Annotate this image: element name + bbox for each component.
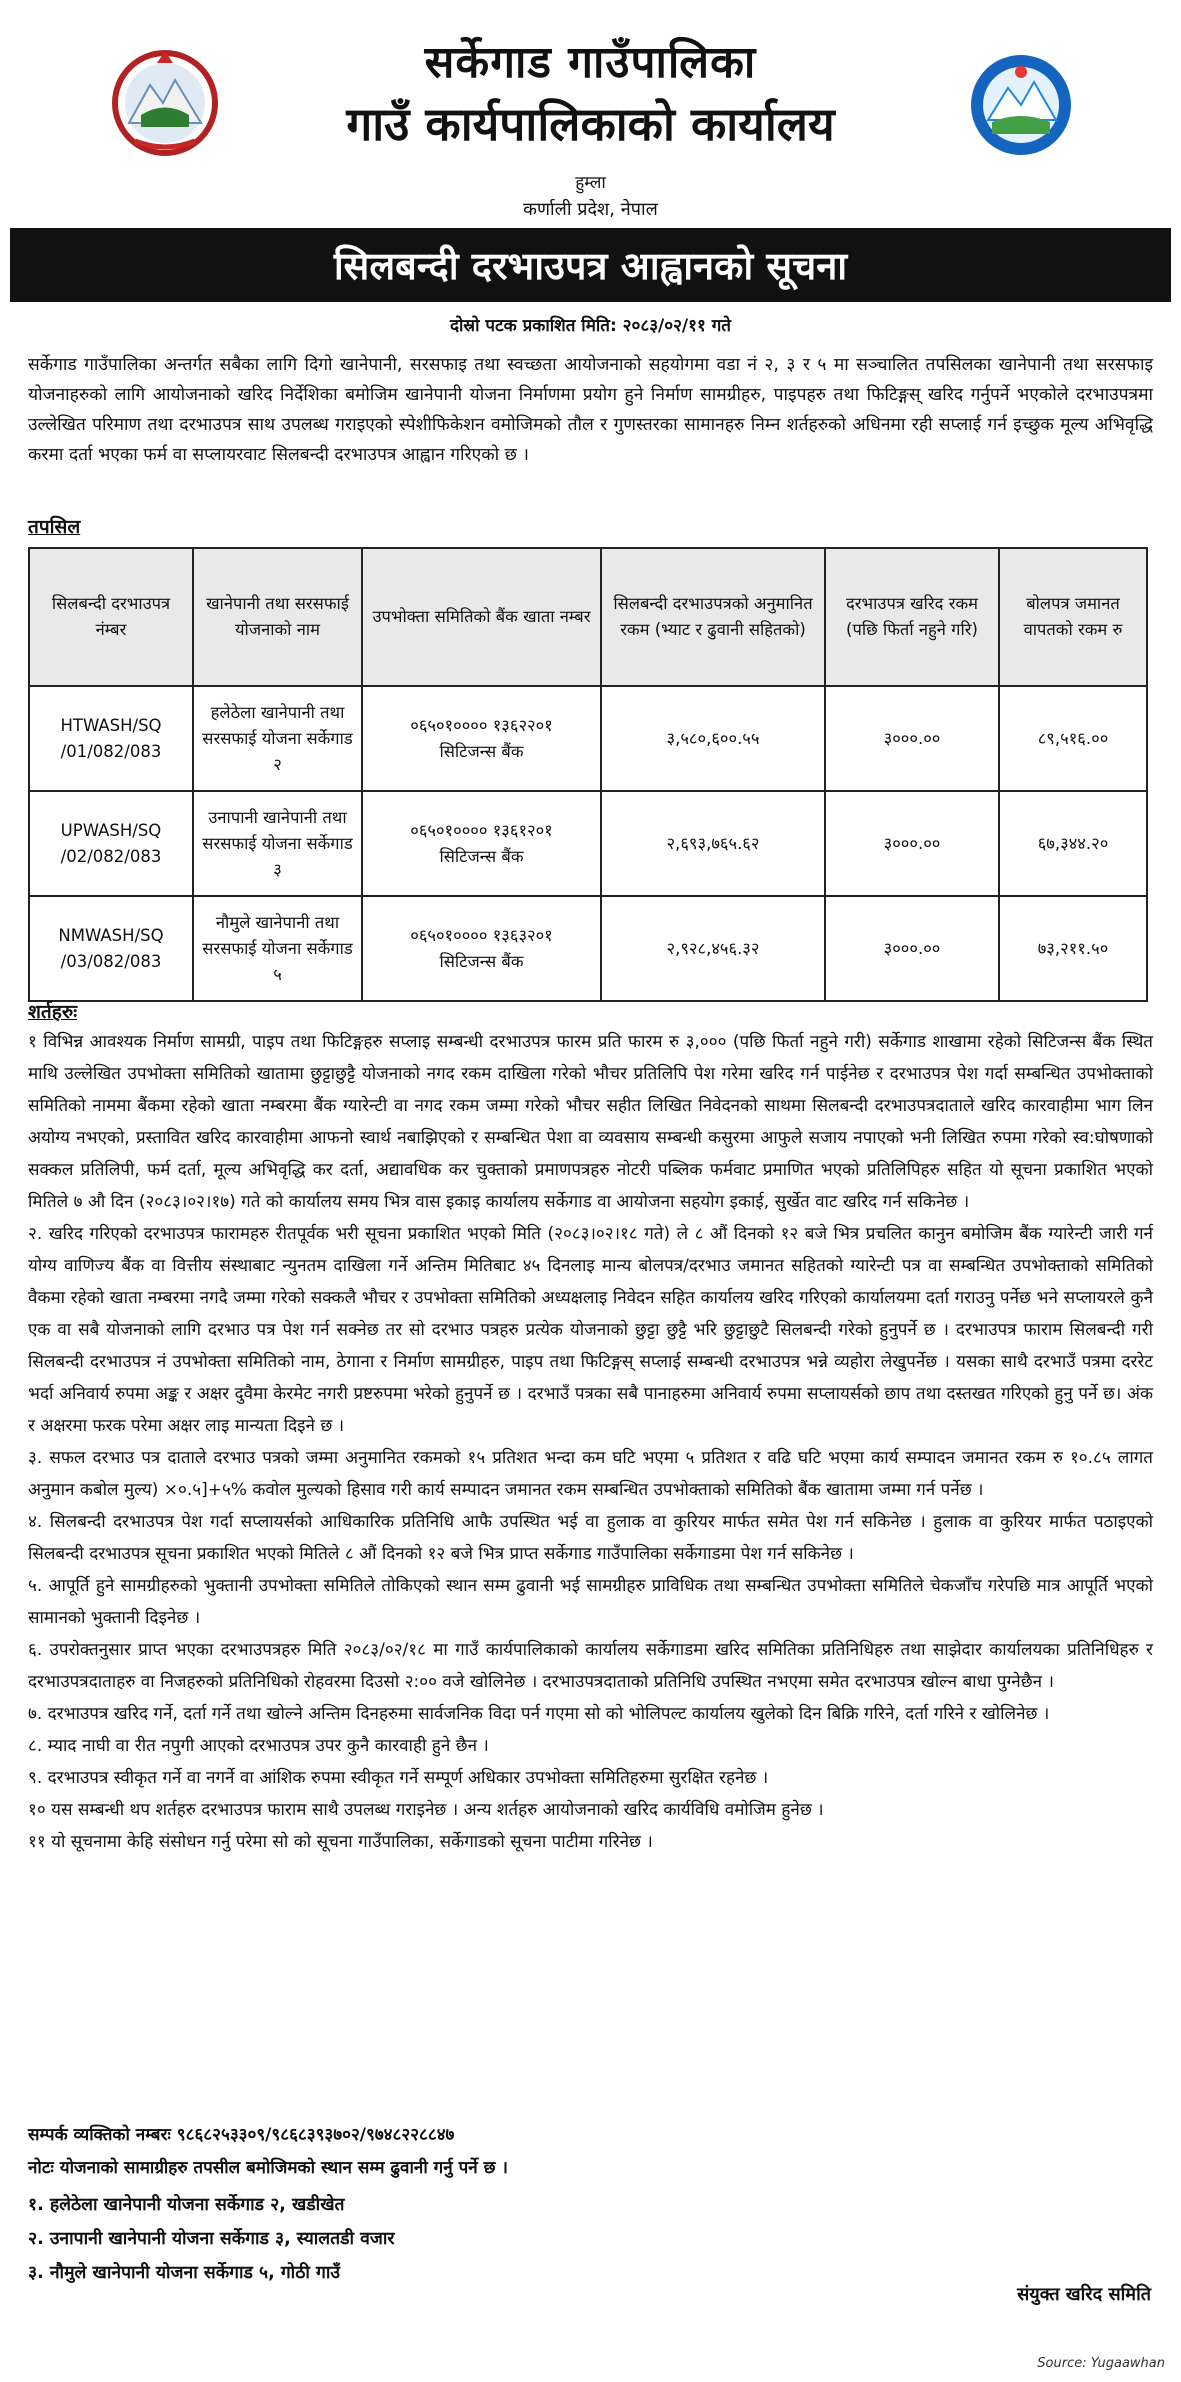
bank-account: ०६५०१०००० १३६३२०१ सिटिजन्स बैंक: [362, 896, 601, 1001]
terms-list: [28, 1026, 1153, 1858]
project-name: उनापानी खानेपानी तथा सरसफाई योजना सर्केगाड ३: [193, 791, 362, 896]
project-name: नौमुले खानेपानी तथा सरसफाई योजना सर्केगाड ५: [193, 896, 362, 1001]
bid-number: NMWASH/SQ /03/082/083: [29, 896, 193, 1001]
term-item: २. खरिद गरिएको दरभाउपत्र फारामहरु रीतपूर्वक भरी सूचना प्रकाशित भएको मिति (२०८३।०२।१८ गते) ले ८ औं दिनको १२ बजे भित्र प्रचलित कानुन बमोजिम बैंक ग्यारेन्टी जारी गर्न योग्य वाणिज्य बैंक वा वित्तीय संस्थाबाट न्युनतम दाखिला गर्ने अन्तिम मितिबाट ४५ दिनलाइ मान्य बोलपत्र/दरभाउ जमानत सहितको ग्यारेन्टी पत्र वा सम्बन्धित उपभोक्ताको समितिको वैकमा रहेको खाता नम्बरमा नगदै जम्मा गरेको सक्कलै भौचर र उपभोक्ता समितिको अध्यक्षलाइ निवेदन सहित कार्यालय खरिद गरिएको कार्यालयमा दर्ता गराउनु पर्नेछ भने सप्लायरले कुनै एक वा सबै योजनाको लागि दरभाउ पत्र पेश गर्न सक्नेछ तर सो दरभाउ पत्रहरु प्रत्येक योजनाको छुट्टा छुट्टै भरि छुट्टाछुटै सिलबन्दी गरेको हुनुपर्ने छ । दरभाउपत्र फाराम सिलबन्दी गरी सिलबन्दी दरभाउपत्र नं उपभोक्ता समितिको नाम, ठेगाना र निर्माण सामग्रीहरु, पाइप तथा फिटिङ्गस् सप्लाई सम्बन्धी दरभाउपत्र भन्ने व्यहोरा लेखुपर्नेछ । यसका साथै दरभाउँ पत्रमा दररेट भर्दा अनिवार्य रुपमा अङ्क र अक्षर दुवैमा केरमेट नगरी प्रष्टरुपमा भरेको हुनुपर्ने छ । दरभाउँ पत्रका सबै पानाहरुमा अनिवार्य रुपमा सप्लायर्सको छाप तथा दस्तखत गरिएको हुनु पर्ने छ। अंक र अक्षरमा फरक परेमा अक्षर लाइ मान्यता दिइने छ ।: [28, 1224, 1153, 1436]
contact-numbers: सम्पर्क व्यक्तिको नम्बरः ९८६८२५३३०९/९८६८३९३७०२/९७४८२२८८४७: [28, 2125, 455, 2145]
estimate-amount: ३,५८०,६००.५५: [601, 686, 825, 791]
table-row: [29, 686, 1147, 791]
term-item: ८. म्याद नाघी वा रीत नपुगी आएको दरभाउपत्र उपर कुनै कारवाही हुने छैन ।: [28, 1736, 489, 1756]
bid-table: [28, 547, 1148, 1002]
security-amount: ८९,५१६.००: [999, 686, 1147, 791]
col-header-fee: दरभाउपत्र खरिद रकम (पछि फिर्ता नहुने गरि): [825, 548, 999, 686]
notice-title-banner: सिलबन्दी दरभाउपत्र आह्वानको सूचना: [10, 228, 1171, 302]
table-row: [29, 896, 1147, 1001]
term-item: १ विभिन्न आवश्यक निर्माण सामग्री, पाइप तथा फिटिङ्गहरु सप्लाइ सम्बन्धी दरभाउपत्र फारम प्रति फारम रु ३,००० (पछि फिर्ता नहुने गरी) सर्केगाड शाखामा रहेको सिटिजन्स बैंक स्थित माथि उल्लेखित उपभोक्ता समितिको खातामा छुट्टाछुट्टै योजनाको नगद रकम दाखिला गरेको भौचर प्रतिलिपि पेश गरेमा खरिद गर्न पाईनेछ र दरभाउपत्र पेश गर्दा सम्बन्धित उपभोक्ताको समितिको नाममा बैंकमा रहेको खाता नम्बरमा बैंक ग्यारेन्टी वा नगद रकम जम्मा गरेको भौचर सहीत लिखित निवेदनको साथमा सिलबन्दी दरभाउपत्रदाताले खरिद कारवाहीमा भाग लिन अयोग्य नभएको, प्रस्तावित खरिद कारवाहीमा आफनो स्वार्थ नबाझिएको र सम्बन्धित पेशा वा व्यवसाय सम्बन्धी कसुरमा आफुले सजाय नपाएको भनी लिखित रुपमा गरेको स्व:घोषणाको सक्कल प्रतिलिपी, फर्म दर्ता, मूल्य अभिवृद्धि कर दर्ता, अद्यावधिक कर चुक्ताको प्रमाणपत्रहरु नोटरी पब्लिक फर्मवाट प्रमाणित भएको प्रतिलिपिहरु सहित यो सूचना प्रकाशित भएको मितिले ७ औ दिन (२०८३।०२।१७) गते को कार्यालय समय भित्र वास इकाइ कार्यालय सर्केगाड वा आयोजना सहयोग इकाई, सुर्खेत वाट खरिद गर्न सकिनेछ ।: [28, 1032, 1153, 1212]
table-header-row: [29, 548, 1147, 686]
col-header-project-name: खानेपानी तथा सरसफाई योजनाको नाम: [193, 548, 362, 686]
signature: संयुक्त खरिद समिति: [1017, 2284, 1151, 2305]
term-item: ७. दरभाउपत्र खरिद गर्ने, दर्ता गर्ने तथा खोल्ने अन्तिम दिनहरुमा सार्वजनिक विदा पर्न गएमा सो को भोलिपल्ट कार्यालय खुलेको दिन बिक्रि गरिने, दर्ता गरिने र खोलिनेछ ।: [28, 1704, 1050, 1724]
delivery-places: [28, 2188, 395, 2290]
municipality-logo-icon: [966, 50, 1076, 160]
term-item: ११ यो सूचनामा केहि संसोधन गर्नु परेमा सो को सूचना गाउँपालिका, सर्केगाडको सूचना पाटीमा गरिनेछ ।: [28, 1832, 653, 1852]
fee-amount: ३०००.००: [825, 896, 999, 1001]
fee-amount: ३०००.००: [825, 791, 999, 896]
bid-number: HTWASH/SQ /01/082/083: [29, 686, 193, 791]
col-header-bank-account: उपभोक्ता समितिको बैंक खाता नम्बर: [362, 548, 601, 686]
municipality-name: सर्केगाड गाउँपालिका: [424, 37, 757, 88]
term-item: ५. आपूर्ति हुने सामग्रीहरुको भुक्तानी उपभोक्ता समितिले तोकिएको स्थान सम्म ढुवानी भई सामग्रीहरु प्राविधिक तथा सम्बन्धित उपभोक्ता समितिले चेकजाँच गरेपछि मात्र आपूर्ति भएको सामानको भुक्तानी दिइनेछ ।: [28, 1576, 1153, 1628]
list-item: ३. नौमुले खानेपानी योजना सर्केगाड ५, गोठी गाउँ: [28, 2263, 340, 2283]
delivery-note: नोटः योजनाको सामाग्रीहरु तपसील बमोजिमको स्थान सम्म ढुवानी गर्नु पर्ने छ ।: [28, 2158, 508, 2178]
list-item: २. उनापानी खानेपानी योजना सर्केगाड ३, स्यालतडी वजार: [28, 2229, 395, 2249]
bid-number: UPWASH/SQ /02/082/083: [29, 791, 193, 896]
security-amount: ६७,३४४.२०: [999, 791, 1147, 896]
col-header-estimate: सिलबन्दी दरभाउपत्रको अनुमानित रकम (भ्याट र ढुवानी सहितको): [601, 548, 825, 686]
term-item: ६. उपरोक्तनुसार प्राप्त भएका दरभाउपत्रहरु मिति २०८३/०२/१८ मा गाउँ कार्यपालिकाको कार्यालय सर्केगाडमा खरिद समितिका प्रतिनिधिहरु तथा साझेदार कार्यालयका प्रतिनिधिहरु र दरभाउपत्रदाताहरु वा निजहरुको प्रतिनिधिको रोहवरमा दिउसो २:०० वजे खोलिनेछ । दरभाउपत्रदाताको प्रतिनिधि उपस्थित नभएमा समेत दरभाउपत्र खोल्न बाधा पुग्नेछैन ।: [28, 1640, 1153, 1692]
location: हुम्ला: [575, 173, 606, 193]
estimate-amount: २,६९३,७६५.६२: [601, 791, 825, 896]
col-header-security: बोलपत्र जमानत वापतको रकम रु: [999, 548, 1147, 686]
office-name: गाउँ कार्यपालिकाको कार्यालय: [346, 97, 835, 151]
table-row: [29, 791, 1147, 896]
estimate-amount: २,९२८,४५६.३२: [601, 896, 825, 1001]
list-item: १. हलेठेला खानेपानी योजना सर्केगाड २, खडीखेत: [28, 2195, 345, 2215]
term-item: १० यस सम्बन्धी थप शर्तहरु दरभाउपत्र फाराम साथै उपलब्ध गराइनेछ । अन्य शर्तहरु आयोजनाको खरिद कार्यविधि वमोजिम हुनेछ ।: [28, 1800, 824, 1820]
col-header-bid-number: सिलबन्दी दरभाउपत्र नंम्बर: [29, 548, 193, 686]
fee-amount: ३०००.००: [825, 686, 999, 791]
intro-paragraph: सर्केगाड गाउँपालिका अन्तर्गत सबैका लागि दिगो खानेपानी, सरसफाइ तथा स्वच्छता आयोजनाको सहयोगमा वडा नं २, ३ र ५ मा सञ्चालित तपसिलका खानेपानी तथा सरसफाइ योजनाहरुको लागि आयोजनाको खरिद निर्देशिका बमोजिम खानेपानी योजना निर्माणमा प्रयोग हुने निर्माण सामग्रीहरु, पाइपहरु तथा फिटिङ्गस् खरिद गर्नुपर्ने भएकोले दरभाउपत्रमा उल्लेखित परिमाण तथा दरभाउपत्र साथ उपलब्ध गराइएको स्पेशीफिकेशन वमोजिमको तौल र गुणस्तरका सामानहरु निम्न शर्तहरुको अधिनमा रही सप्लाई गर्न इच्छुक मूल्य अभिवृद्धि करमा दर्ता भएका फर्म वा सप्लायरवाट सिलबन्दी दरभाउपत्र आह्वान गरिएको छ ।: [28, 355, 1153, 465]
bank-account: ०६५०१०००० १३६२२०१ सिटिजन्स बैंक: [362, 686, 601, 791]
province: कर्णाली प्रदेश, नेपाल: [523, 199, 658, 220]
tapsil-heading: तपसिल: [28, 516, 81, 538]
source-credit: Source: Yugaawhan: [1037, 2356, 1165, 2371]
term-item: ९. दरभाउपत्र स्वीकृत गर्ने वा नगर्ने वा आंशिक रुपमा स्वीकृत गर्ने सम्पूर्ण अधिकार उपभोक्ता समितिहरुमा सुरक्षित रहनेछ ।: [28, 1768, 769, 1788]
terms-heading: शर्तहरुः: [28, 1001, 78, 1023]
publication-date: दोस्रो पटक प्रकाशित मिति: २०८३/०२/११ गते: [449, 316, 731, 336]
header: [0, 0, 1181, 230]
term-item: ४. सिलबन्दी दरभाउपत्र पेश गर्दा सप्लायर्सको आधिकारिक प्रतिनिधि आफै उपस्थित भई वा हुलाक वा कुरियर मार्फत समेत पेश गर्न सकिनेछ । हुलाक वा कुरियर मार्फत पठाइएको सिलबन्दी दरभाउपत्र सूचना प्रकाशित भएको मितिले ८ औं दिनको १२ बजे भित्र प्राप्त सर्केगाड गाउँपालिका सर्केगाडमा पेश गर्न सकिनेछ ।: [28, 1512, 1153, 1564]
term-item: ३. सफल दरभाउ पत्र दाताले दरभाउ पत्रको जम्मा अनुमानित रकमको १५ प्रतिशत भन्दा कम घटि भएमा ५ प्रतिशत र वढि घटि भएमा कार्य सम्पादन जमानत रकम रु १०.८५ लागत अनुमान कबोल मुल्य) ×०.५]+५% कवोल मुल्यको हिसाव गरी कार्य सम्पादन जमानत रकम सम्बन्धित उपभोक्ताको समितिको बैंक खातामा जम्मा गर्न पर्नेछ ।: [28, 1448, 1153, 1500]
security-amount: ७३,२११.५०: [999, 896, 1147, 1001]
project-name: हलेठेला खानेपानी तथा सरसफाई योजना सर्केगाड २: [193, 686, 362, 791]
bank-account: ०६५०१०००० १३६१२०१ सिटिजन्स बैंक: [362, 791, 601, 896]
